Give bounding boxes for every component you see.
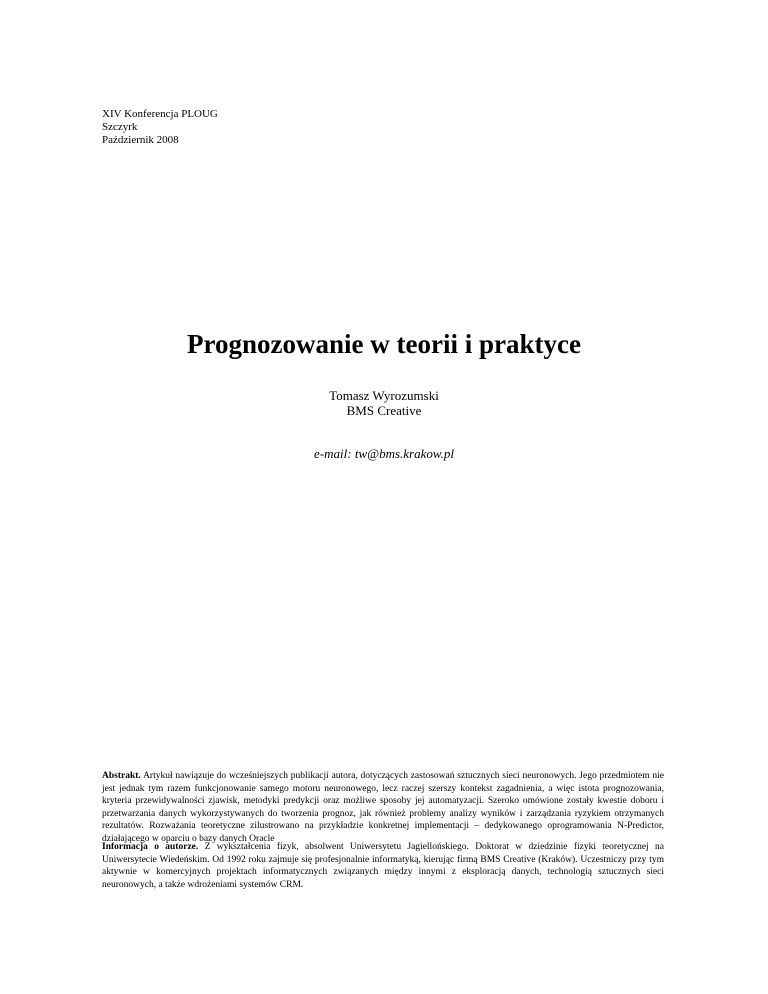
conference-place: Szczyrk [102, 121, 138, 133]
author-name: Tomasz Wyrozumski [329, 388, 439, 403]
author-block [0, 388, 768, 418]
about-author-label: Informacja o autorze. [102, 842, 199, 852]
author-affiliation: BMS Creative [346, 403, 422, 418]
author-email: e-mail: tw@bms.krakow.pl [314, 446, 454, 461]
abstract-paragraph [102, 770, 664, 845]
conference-header [102, 108, 218, 147]
abstract-text: Artykuł nawiązuje do wcześniejszych publikacji autora, dotyczących zastosowań sztucznych sieci neuronowych. Jego przedmiotem nie jest jednak tym razem funkcjonowanie samego motoru neuronowego, lecz raczej szerszy kontekst zagadnienia, a więc istota prognozowania, kryteria przewidywalności zjawisk, metodyki predykcji oraz możliwe sposoby jej automatyzacji. Szeroko omówione zostały kwestie doboru i przetwarzania danych wykorzystywanych do tworzenia prognoz, jak również problemy analizy wyników i zarządzania ryzykiem otrzymanych rezultatów. Rozważania teoretyczne zilustrowano na przykładzie konkretnej implementacji – dedykowanego oprogramowania N-Predictor, działającego w oparciu o bazy danych Oracle [102, 771, 665, 844]
conference-name: XIV Konferencja PLOUG [102, 108, 218, 120]
abstract-label: Abstrakt. [102, 771, 141, 781]
conference-date: Październik 2008 [102, 134, 179, 146]
paper-title: Prognozowanie w teorii i praktyce [187, 329, 581, 359]
about-author-text: Z wykształcenia fizyk, absolwent Uniwersytetu Jagiellońskiego. Doktorat w dziedzinie fizyki teoretycznej na Uniwersytecie Wiedeńskim. Od 1992 roku zajmuje się profesjonalnie informatyką, kierując firmą BMS Creative (Kraków). Uczestniczy przy tym aktywnie w komercyjnych projektach informatycznych związanych między innymi z eksploracją danych, technologią sztucznych sieci neuronowych, a także wdrożeniami systemów CRM. [102, 842, 664, 890]
about-author-paragraph [102, 841, 664, 891]
